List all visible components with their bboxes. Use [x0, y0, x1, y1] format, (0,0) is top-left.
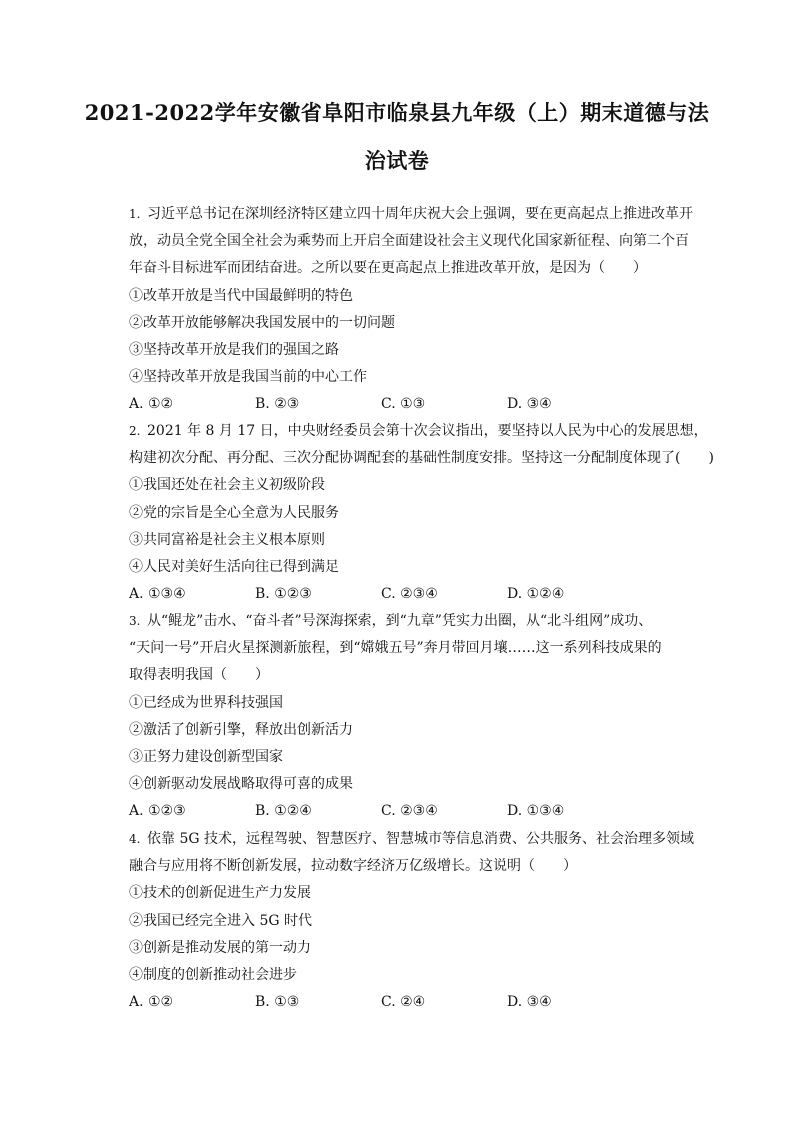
answer-options: [129, 989, 709, 1016]
option-c: C. ①③: [381, 396, 426, 413]
question-4: [129, 826, 709, 1016]
statement-1: ①我国还处在社会主义初级阶段: [129, 477, 325, 494]
statement-3: ③正努力建设创新型国家: [129, 748, 283, 765]
question-stem-line: 3. 从“鲲龙”击水、“奋斗者”号深海探索，到“九章”凭实力出圈，从“北斗组网”成功、: [129, 608, 709, 635]
option-c: C. ②③④: [381, 586, 438, 603]
option-b: B. ①②③: [255, 586, 312, 603]
question-stem-line: 年奋斗目标进军而团结奋进。之所以要在更高起点上推进改革开放，是因为（ ）: [129, 260, 647, 277]
question-stem-line: 放，动员全党全国全社会为乘势而上开启全面建设社会主义现代化国家新征程、向第二个百: [129, 233, 689, 250]
answer-options: [129, 798, 709, 825]
exam-title-line-2: 治试卷: [364, 148, 430, 173]
statement-1: ①已经成为世界科技强国: [129, 694, 283, 711]
statement-4: ④人民对美好生活向往已得到满足: [129, 558, 339, 575]
option-b: B. ①②④: [255, 803, 312, 820]
question-1: [129, 201, 709, 419]
question-stem-line: 融合与应用将不断创新发展，拉动数字经济万亿级增长。这说明（ ）: [129, 858, 577, 875]
option-b: B. ①③: [255, 994, 300, 1011]
option-a: A. ①③④: [129, 586, 186, 603]
option-d: D. ③④: [507, 994, 552, 1011]
statement-4: ④坚持改革开放是我国当前的中心工作: [129, 369, 367, 386]
statement-4: ④制度的创新推动社会进步: [129, 966, 297, 983]
question-3: [129, 608, 709, 826]
option-d: D. ①③④: [507, 803, 565, 820]
statement-3: ③创新是推动发展的第一动力: [129, 939, 311, 956]
question-stem-line: “天问一号”开启火星探测新旅程，到“嫦娥五号”奔月带回月壤……这一系列科技成果的: [129, 640, 662, 657]
question-number: 1.: [129, 207, 141, 221]
option-d: D. ③④: [507, 396, 552, 413]
statement-3: ③坚持改革开放是我们的强国之路: [129, 341, 339, 358]
exam-title-line-1: 2021-2022学年安徽省阜阳市临泉县九年级（上）期末道德与法: [84, 100, 710, 125]
option-a: A. ①②: [129, 994, 174, 1011]
question-2: [129, 418, 714, 608]
question-stem-line: 1. 习近平总书记在深圳经济特区建立四十周年庆祝大会上强调，要在更高起点上推进改革开: [129, 201, 709, 228]
answer-options: [129, 581, 709, 608]
statement-2: ②激活了创新引擎，释放出创新活力: [129, 721, 353, 738]
question-number: 4.: [129, 832, 141, 846]
option-c: C. ②④: [381, 994, 426, 1011]
question-number: 2.: [129, 424, 141, 438]
statement-1: ①技术的创新促进生产力发展: [129, 885, 311, 902]
option-a: A. ①②: [129, 396, 174, 413]
statement-4: ④创新驱动发展战略取得可喜的成果: [129, 776, 353, 793]
statement-2: ②改革开放能够解决我国发展中的一切问题: [129, 314, 395, 331]
question-number: 3.: [129, 614, 141, 628]
option-d: D. ①②④: [507, 586, 565, 603]
question-stem-line: 构建初次分配、再分配、三次分配协调配套的基础性制度安排。坚持这一分配制度体现了( ): [129, 450, 714, 467]
statement-2: ②我国已经完全进入 5G 时代: [129, 912, 312, 929]
answer-options: [129, 391, 709, 418]
option-b: B. ②③: [255, 396, 300, 413]
statement-1: ①改革开放是当代中国最鲜明的特色: [129, 287, 353, 304]
option-a: A. ①②③: [129, 803, 186, 820]
question-stem-line: 取得表明我国（ ）: [129, 667, 269, 684]
statement-2: ②党的宗旨是全心全意为人民服务: [129, 504, 339, 521]
question-stem-line: 2. 2021 年 8 月 17 日，中央财经委员会第十次会议指出，要坚持以人民为中心的发展思想，: [129, 418, 709, 445]
option-c: C. ②③④: [381, 803, 438, 820]
question-stem-line: 4. 依靠 5G 技术，远程驾驶、智慧医疗、智慧城市等信息消费、公共服务、社会治理多领域: [129, 826, 709, 853]
statement-3: ③共同富裕是社会主义根本原则: [129, 531, 325, 548]
